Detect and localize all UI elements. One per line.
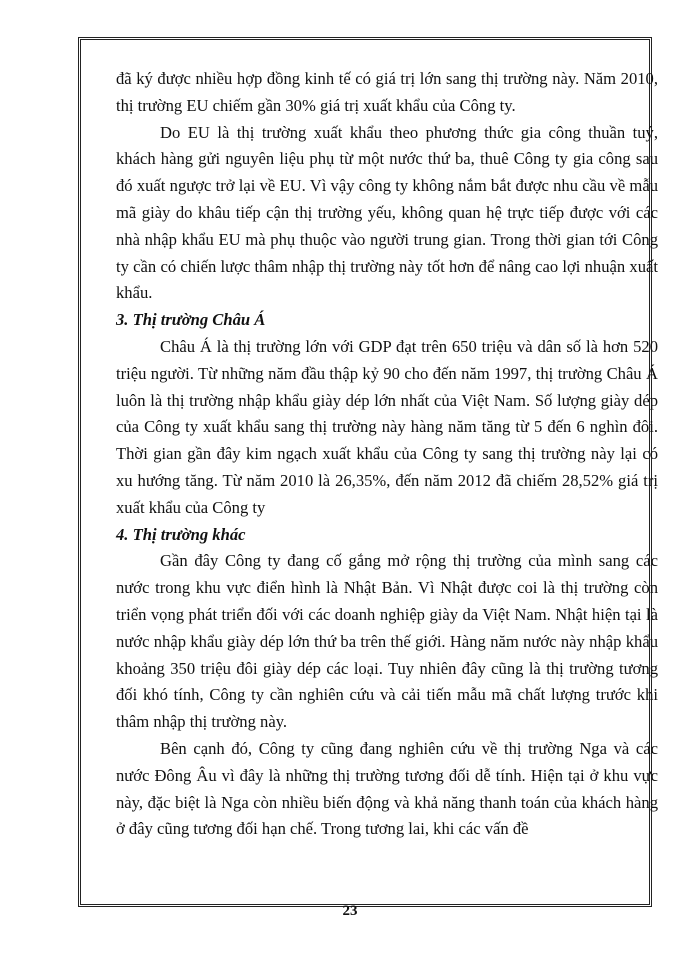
paragraph-russia-eastern-europe: Bên cạnh đó, Công ty cũng đang nghiên cứu về thị trường Nga và các nước Đông Âu vì đây là những thị trường tương đối dễ tính. Hiện tại ở khu vực này, đặc biệt là Nga còn nhiều biến động và khả năng thanh toán của khách hàng ở đây cũng tương đối hạn chế. Trong tương lai, khi các vấn đề <box>116 738 658 839</box>
paragraph-japan-market: Gần đây Công ty đang cố gắng mở rộng thị trường của mình sang các nước trong khu vực điển hình là Nhật Bản. Vì Nhật được coi là thị trường còn triển vọng phát triển đối với các doanh nghiệp giày da Việt Nam. Nhật hiện tại là nước nhập khẩu giày dép lớn thứ ba trên thế giới. Hàng năm nước này nhập khẩu khoảng 350 triệu đôi giày dép các loại. Tuy nhiên đây cũng là thị trường tương đối khó tính, Công ty cần nghiên cứu và cải tiến mẫu mã chất lượng trước khi thâm nhập thị trường này. <box>116 551 658 732</box>
page-number: 23 <box>342 903 358 919</box>
paragraph-eu-processing: Do EU là thị trường xuất khẩu theo phương thức gia công thuần tuý, khách hàng gửi nguyên liệu phụ từ một nước thứ ba, thuê Công ty gia công sau đó xuất ngược trở lại về EU. Vì vậy công ty không nắm bắt được nhu cầu về mẫu mã giày do khâu tiếp cận thị trường yếu, không quan hệ trực tiếp được với các nhà nhập khẩu EU mà phụ thuộc vào người trung gian. Trong thời gian tới Công ty cần có chiến lược thâm nhập thị trường này tốt hơn để nâng cao lợi nhuận xuất khẩu. <box>116 122 658 303</box>
paragraph-eu-contracts: đã ký được nhiều hợp đồng kinh tế có giá trị lớn sang thị trường này. Năm 2010, thị trường EU chiếm gần 30% giá trị xuất khẩu của Công ty. <box>116 69 658 115</box>
section-heading-other-markets: 4. Thị trường khác <box>116 524 246 544</box>
section-heading-asia: 3. Thị trường Châu Á <box>116 310 266 330</box>
paragraph-asia-market: Châu Á là thị trường lớn với GDP đạt trên 650 triệu và dân số là hơn 520 triệu người. Từ những năm đầu thập kỷ 90 cho đến năm 1997, thị trường Châu Á luôn là thị trường nhập khẩu giày dép lớn nhất của Việt Nam. Số lượng giày dép của Công ty xuất khẩu sang thị trường này hàng năm tăng từ 5 đến 6 nghìn đôi. Thời gian gần đây kim ngạch xuất khẩu của Công ty sang thị trường này lại có xu hướng tăng. Từ năm 2010 là 26,35%, đến năm 2012 đã chiếm 28,52% giá trị xuất khẩu của Công ty <box>116 336 658 517</box>
page-content <box>116 66 658 843</box>
